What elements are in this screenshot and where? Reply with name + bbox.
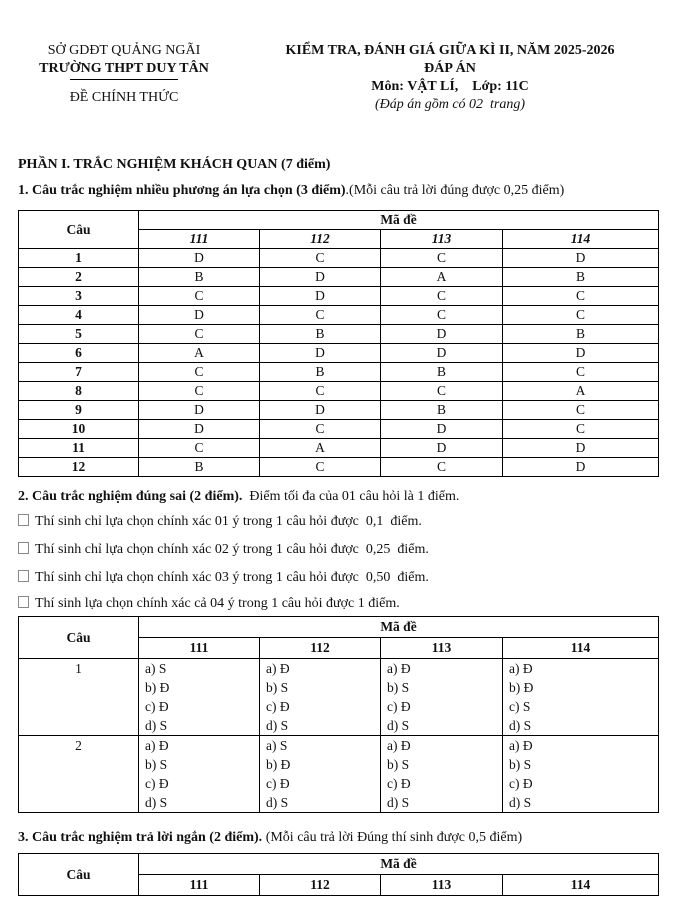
- question-number: 8: [19, 382, 139, 401]
- answer-cell: C: [139, 287, 260, 306]
- answer-cell: B: [503, 325, 659, 344]
- mcq-table-body: [19, 249, 659, 477]
- school-name: TRƯỜNG THPT DUY TÂN: [39, 61, 209, 76]
- answer-cell: D: [381, 420, 503, 439]
- answer-cell: [139, 659, 260, 736]
- checkbox-icon: [18, 570, 29, 582]
- code-header: 112: [260, 230, 381, 249]
- code-header: 113: [381, 230, 503, 249]
- answer-cell: B: [503, 268, 659, 287]
- question-number: 1: [19, 249, 139, 268]
- section1-heading: [18, 182, 564, 200]
- answer-cell: [381, 736, 503, 813]
- question-number: 11: [19, 439, 139, 458]
- answer-cell: [139, 736, 260, 813]
- answer-line: b) Đ: [145, 680, 170, 695]
- table-row: [19, 420, 659, 439]
- answer-line: d) S: [387, 795, 410, 810]
- answer-cell: C: [260, 458, 381, 477]
- question-number: 10: [19, 420, 139, 439]
- answer-cell: D: [381, 325, 503, 344]
- answer-cell: C: [381, 287, 503, 306]
- answer-line: c) Đ: [509, 776, 533, 791]
- section1-bold: 1. Câu trắc nghiệm nhiều phương án lựa chọn (3 điểm): [18, 183, 346, 198]
- question-number: 4: [19, 306, 139, 325]
- answer-cell: D: [381, 344, 503, 363]
- checkbox-icon: [18, 514, 29, 526]
- rule-bullet: Thí sinh lựa chọn chính xác cả 04 ý trong 1 câu hỏi được 1 điểm.: [18, 595, 400, 613]
- table-row: [19, 325, 659, 344]
- answer-line: b) S: [387, 680, 410, 695]
- answer-cell: C: [139, 363, 260, 382]
- col-code-header: Mã đề: [139, 617, 659, 638]
- col-question-header: Câu: [19, 854, 139, 896]
- answer-cell: C: [139, 382, 260, 401]
- answer-cell: B: [381, 401, 503, 420]
- answer-line: a) Đ: [509, 738, 533, 753]
- table-row: [19, 659, 659, 736]
- col-code-header: Mã đề: [139, 854, 659, 875]
- table-row: [19, 344, 659, 363]
- code-header: 112: [260, 875, 381, 896]
- exam-title: KIỂM TRA, ĐÁNH GIÁ GIỮA KÌ II, NĂM 2025-2026: [285, 43, 615, 58]
- answer-line: d) S: [509, 795, 532, 810]
- answer-cell: D: [260, 344, 381, 363]
- question-number: 12: [19, 458, 139, 477]
- answer-line: b) S: [509, 757, 532, 772]
- rule-bullet: Thí sinh chỉ lựa chọn chính xác 02 ý trong 1 câu hỏi được 0,25 điểm.: [18, 541, 429, 559]
- answer-cell: C: [260, 306, 381, 325]
- table-row: [19, 306, 659, 325]
- short-answer-table: [18, 853, 659, 896]
- answer-cell: [381, 659, 503, 736]
- answer-cell: D: [503, 249, 659, 268]
- answer-cell: B: [260, 363, 381, 382]
- answer-cell: D: [503, 344, 659, 363]
- rule-bullet: Thí sinh chỉ lựa chọn chính xác 01 ý trong 1 câu hỏi được 0,1 điểm.: [18, 513, 422, 531]
- section2-bold: 2. Câu trắc nghiệm đúng sai (2 điểm).: [18, 489, 243, 504]
- answer-line: a) Đ: [387, 738, 411, 753]
- question-number: 6: [19, 344, 139, 363]
- checkbox-icon: [18, 596, 29, 608]
- section1-rest: .(Mỗi câu trả lời đúng được 0,25 điểm): [345, 183, 565, 198]
- answer-line: b) Đ: [266, 757, 291, 772]
- answer-line: c) Đ: [145, 699, 169, 714]
- answer-cell: C: [381, 249, 503, 268]
- question-number: 1: [19, 659, 139, 736]
- dept-name: SỞ GDĐT QUẢNG NGÃI: [47, 43, 201, 58]
- answer-cell: [260, 659, 381, 736]
- table-row: [19, 287, 659, 306]
- true-false-answer-table: [18, 616, 659, 813]
- answer-line: c) S: [509, 699, 531, 714]
- checkbox-icon: [18, 542, 29, 554]
- answer-line: a) S: [266, 738, 288, 753]
- answer-line: b) Đ: [509, 680, 534, 695]
- official-label: ĐỀ CHÍNH THỨC: [69, 90, 179, 105]
- answer-line: a) Đ: [266, 661, 290, 676]
- answer-line: d) S: [145, 795, 168, 810]
- answer-line: a) S: [145, 661, 167, 676]
- answer-cell: C: [260, 249, 381, 268]
- answer-line: c) Đ: [387, 699, 411, 714]
- table-row: [19, 268, 659, 287]
- answer-line: a) Đ: [509, 661, 533, 676]
- answer-cell: A: [503, 382, 659, 401]
- true-false-table-body: [19, 659, 659, 813]
- section3-heading: [18, 829, 522, 847]
- code-header: 111: [139, 230, 260, 249]
- answer-cell: D: [381, 439, 503, 458]
- answer-cell: C: [260, 420, 381, 439]
- answer-cell: C: [503, 306, 659, 325]
- answer-key-title: ĐÁP ÁN: [424, 61, 476, 76]
- answer-line: d) S: [145, 718, 168, 733]
- answer-line: b) S: [145, 757, 168, 772]
- answer-cell: C: [381, 306, 503, 325]
- answer-cell: C: [381, 458, 503, 477]
- answer-cell: B: [139, 458, 260, 477]
- question-number: 7: [19, 363, 139, 382]
- table-row: [19, 401, 659, 420]
- answer-cell: C: [381, 382, 503, 401]
- question-number: 2: [19, 268, 139, 287]
- table-row: [19, 458, 659, 477]
- section2-heading: [18, 488, 459, 506]
- answer-cell: A: [260, 439, 381, 458]
- answer-cell: B: [381, 363, 503, 382]
- table-row: [19, 736, 659, 813]
- question-number: 5: [19, 325, 139, 344]
- answer-cell: [260, 736, 381, 813]
- answer-line: c) Đ: [145, 776, 169, 791]
- col-question-header: Câu: [19, 617, 139, 659]
- answer-cell: D: [260, 287, 381, 306]
- section3-bold: 3. Câu trắc nghiệm trả lời ngắn (2 điểm).: [18, 830, 263, 845]
- table-row: [19, 439, 659, 458]
- answer-line: c) Đ: [266, 776, 290, 791]
- code-header: 114: [503, 230, 659, 249]
- answer-cell: C: [503, 287, 659, 306]
- col-code-header: Mã đề: [139, 211, 659, 230]
- answer-line: b) S: [387, 757, 410, 772]
- answer-cell: D: [260, 401, 381, 420]
- code-header: 114: [503, 875, 659, 896]
- answer-cell: A: [381, 268, 503, 287]
- answer-cell: C: [139, 439, 260, 458]
- pages-note: (Đáp án gồm có 02 trang): [374, 97, 526, 112]
- question-number: 2: [19, 736, 139, 813]
- answer-cell: D: [139, 306, 260, 325]
- answer-cell: C: [503, 401, 659, 420]
- answer-cell: D: [139, 420, 260, 439]
- answer-line: d) S: [266, 718, 289, 733]
- part1-title: PHẦN I. TRẮC NGHIỆM KHÁCH QUAN (7 điểm): [18, 157, 331, 172]
- answer-cell: D: [503, 458, 659, 477]
- table-row: [19, 249, 659, 268]
- answer-line: a) Đ: [145, 738, 169, 753]
- answer-cell: B: [260, 325, 381, 344]
- code-header: 113: [381, 638, 503, 659]
- answer-line: d) S: [509, 718, 532, 733]
- answer-cell: C: [503, 420, 659, 439]
- answer-line: d) S: [387, 718, 410, 733]
- school-underline: [70, 79, 178, 80]
- answer-cell: B: [139, 268, 260, 287]
- question-number: 3: [19, 287, 139, 306]
- answer-line: b) S: [266, 680, 289, 695]
- code-header: 113: [381, 875, 503, 896]
- answer-line: a) Đ: [387, 661, 411, 676]
- answer-cell: C: [260, 382, 381, 401]
- answer-line: c) Đ: [387, 776, 411, 791]
- table-row: [19, 363, 659, 382]
- table-row: [19, 382, 659, 401]
- answer-cell: D: [260, 268, 381, 287]
- answer-cell: [503, 736, 659, 813]
- code-header: 111: [139, 638, 260, 659]
- code-header: 112: [260, 638, 381, 659]
- subject-line: Môn: VẬT LÍ, Lớp: 11C: [371, 79, 529, 94]
- section2-rest: Điểm tối đa của 01 câu hỏi là 1 điểm.: [242, 489, 460, 504]
- answer-cell: C: [503, 363, 659, 382]
- answer-cell: D: [139, 249, 260, 268]
- section3-rest: (Mỗi câu trả lời Đúng thí sinh được 0,5 điểm): [262, 830, 523, 845]
- question-number: 9: [19, 401, 139, 420]
- answer-cell: [503, 659, 659, 736]
- answer-cell: D: [139, 401, 260, 420]
- answer-line: d) S: [266, 795, 289, 810]
- answer-cell: A: [139, 344, 260, 363]
- answer-cell: C: [139, 325, 260, 344]
- mcq-answer-table: [18, 210, 659, 477]
- answer-cell: D: [503, 439, 659, 458]
- code-header: 114: [503, 638, 659, 659]
- code-header: 111: [139, 875, 260, 896]
- answer-line: c) Đ: [266, 699, 290, 714]
- col-question-header: Câu: [19, 211, 139, 249]
- rule-bullet: Thí sinh chỉ lựa chọn chính xác 03 ý trong 1 câu hỏi được 0,50 điểm.: [18, 569, 429, 587]
